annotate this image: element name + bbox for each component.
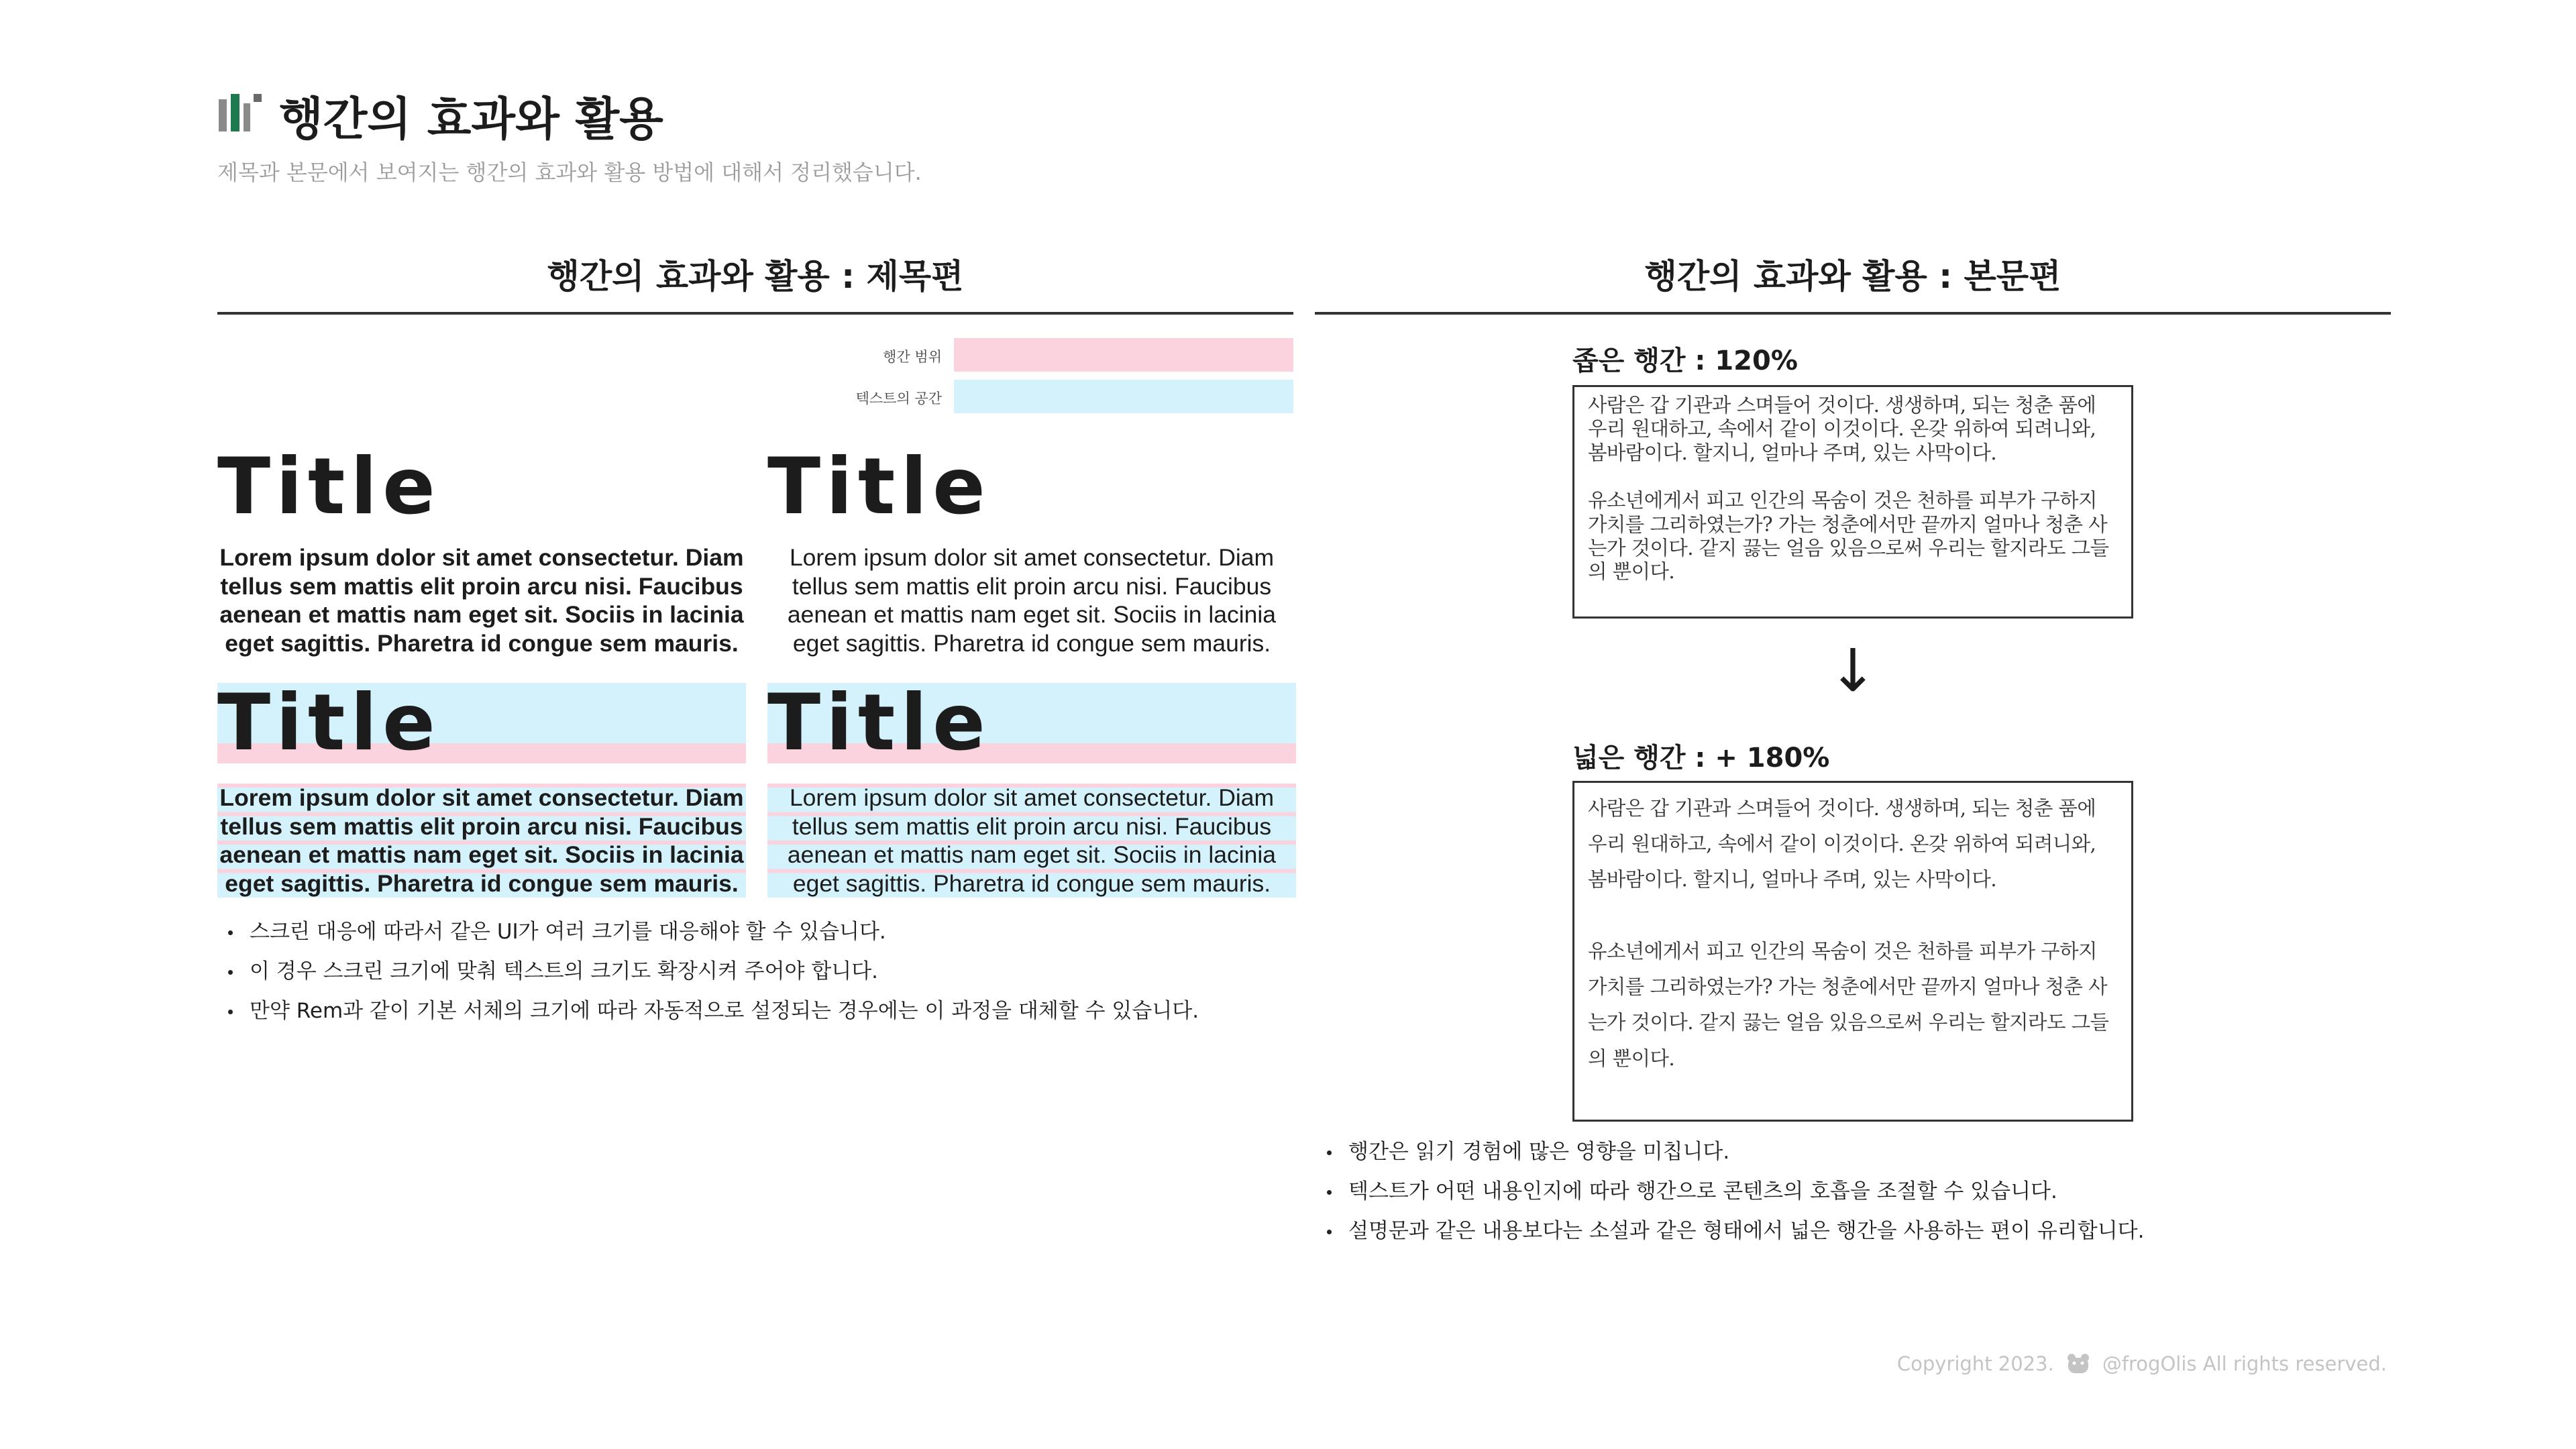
legend-swatch-leading: [954, 338, 1293, 372]
sample-paragraph: 유소년에게서 피고 인간의 목숨이 것은 천하를 피부가 구하지 가치를 그리하였는가? 가는 청춘에서만 끝까지 얼마나 청춘 사는가 것이다. 같지 끓는 얼음 있음으로써 우리는 할지라도 그들의 뿐이다.: [1588, 940, 2109, 1070]
demo-title-highlighted: Title: [217, 683, 746, 763]
copyright-text: Copyright 2023.: [1896, 1352, 2054, 1375]
legend-swatch-text-space: [954, 380, 1293, 413]
sample-paragraph: 사람은 갑 기관과 스며들어 것이다. 생생하며, 되는 청춘 품에 우리 원대하고, 속에서 같이 이것이다. 온갖 위하여 되려니와, 봄바람이다. 할지니, 얼마나 주며, 있는 사막이다.: [1588, 394, 2096, 464]
title-demo-bold: [217, 441, 746, 657]
legend-label-leading: 행간 범위: [883, 349, 942, 365]
page-subtitle: 제목과 본문에서 보여지는 행간의 효과와 활용 방법에 대해서 정리했습니다.: [217, 160, 922, 185]
footer-copyright: [1897, 1352, 2387, 1375]
list-item: 만약 Rem과 같이 기본 서체의 크기에 따라 자동적으로 설정되는 경우에는 이 과정을 대체할 수 있습니다.: [219, 991, 1199, 1031]
legend-label-text-space: 텍스트의 공간: [855, 390, 942, 407]
demo-body-text: Lorem ipsum dolor sit amet consectetur. Diam tellus sem mattis elit proin arcu nisi. Faucibus aenean et mattis nam eget sit. Sociis in lacinia eget sagittis. Pharetra id congue sem mauris.: [219, 544, 744, 657]
narrow-leading-label: 좁은 행간 : 120%: [1572, 345, 1798, 376]
rights-text: @frogOlis All rights reserved.: [2102, 1352, 2387, 1375]
right-section-divider: [1315, 312, 2391, 315]
list-item: 텍스트가 어떤 내용인지에 따라 행간으로 콘텐츠의 호흡을 조절할 수 있습니다.: [1318, 1172, 2144, 1212]
demo-body-text-highlighted: Lorem ipsum dolor sit amet consectetur. Diam tellus sem mattis elit proin arcu nisi. Faucibus aenean et mattis nam eget sit. Sociis in lacinia eget sagittis. Pharetra id congue sem mauris.: [767, 784, 1296, 898]
logo-icon: [219, 94, 262, 131]
list-item: 행간은 읽기 경험에 많은 영향을 미칩니다.: [1318, 1132, 2144, 1172]
left-section-divider: [217, 312, 1293, 315]
demo-title-highlighted: Title: [767, 683, 1296, 763]
left-section-heading: 행간의 효과와 활용 : 제목편: [547, 257, 964, 296]
sample-paragraph: 사람은 갑 기관과 스며들어 것이다. 생생하며, 되는 청춘 품에 우리 원대하고, 속에서 같이 이것이다. 온갖 위하여 되려니와, 봄바람이다. 할지니, 얼마나 주며, 있는 사막이다.: [1588, 797, 2096, 892]
title-demo-regular: [767, 441, 1296, 657]
sample-paragraph: 유소년에게서 피고 인간의 목숨이 것은 천하를 피부가 구하지 가치를 그리하였는가? 가는 청춘에서만 끝까지 얼마나 청춘 사는가 것이다. 같지 끓는 얼음 있음으로써 우리는 할지라도 그들의 뿐이다.: [1588, 489, 2109, 584]
arrow-down-icon: ↓: [1828, 636, 1878, 705]
wide-leading-sample: [1572, 781, 2133, 1122]
list-item: 스크린 대응에 따라서 같은 UI가 여러 크기를 대응해야 할 수 있습니다.: [219, 912, 1199, 952]
demo-body-text: Lorem ipsum dolor sit amet consectetur. Diam tellus sem mattis elit proin arcu nisi. Faucibus aenean et mattis nam eget sit. Sociis in lacinia eget sagittis. Pharetra id congue sem mauris.: [787, 544, 1277, 657]
list-item: 설명문과 같은 내용보다는 소설과 같은 형태에서 넓은 행간을 사용하는 편이 유리합니다.: [1318, 1212, 2144, 1251]
right-section-heading: 행간의 효과와 활용 : 본문편: [1644, 257, 2061, 296]
title-demo-bold-annotated: [217, 678, 746, 898]
page-title: 행간의 효과와 활용: [279, 93, 663, 146]
demo-title: Title: [767, 441, 991, 532]
frog-logo-icon: [2066, 1353, 2090, 1375]
demo-body-text-highlighted: Lorem ipsum dolor sit amet consectetur. Diam tellus sem mattis elit proin arcu nisi. Faucibus aenean et mattis nam eget sit. Sociis in lacinia eget sagittis. Pharetra id congue sem mauris.: [217, 784, 746, 898]
right-notes-list: [1318, 1132, 2144, 1251]
list-item: 이 경우 스크린 크기에 맞춰 텍스트의 크기도 확장시켜 주어야 합니다.: [219, 952, 1199, 991]
left-notes-list: [219, 912, 1199, 1031]
narrow-leading-sample: [1572, 385, 2133, 619]
wide-leading-label: 넓은 행간 : + 180%: [1572, 743, 1830, 773]
demo-title: Title: [217, 441, 441, 532]
title-demo-regular-annotated: [767, 678, 1296, 898]
